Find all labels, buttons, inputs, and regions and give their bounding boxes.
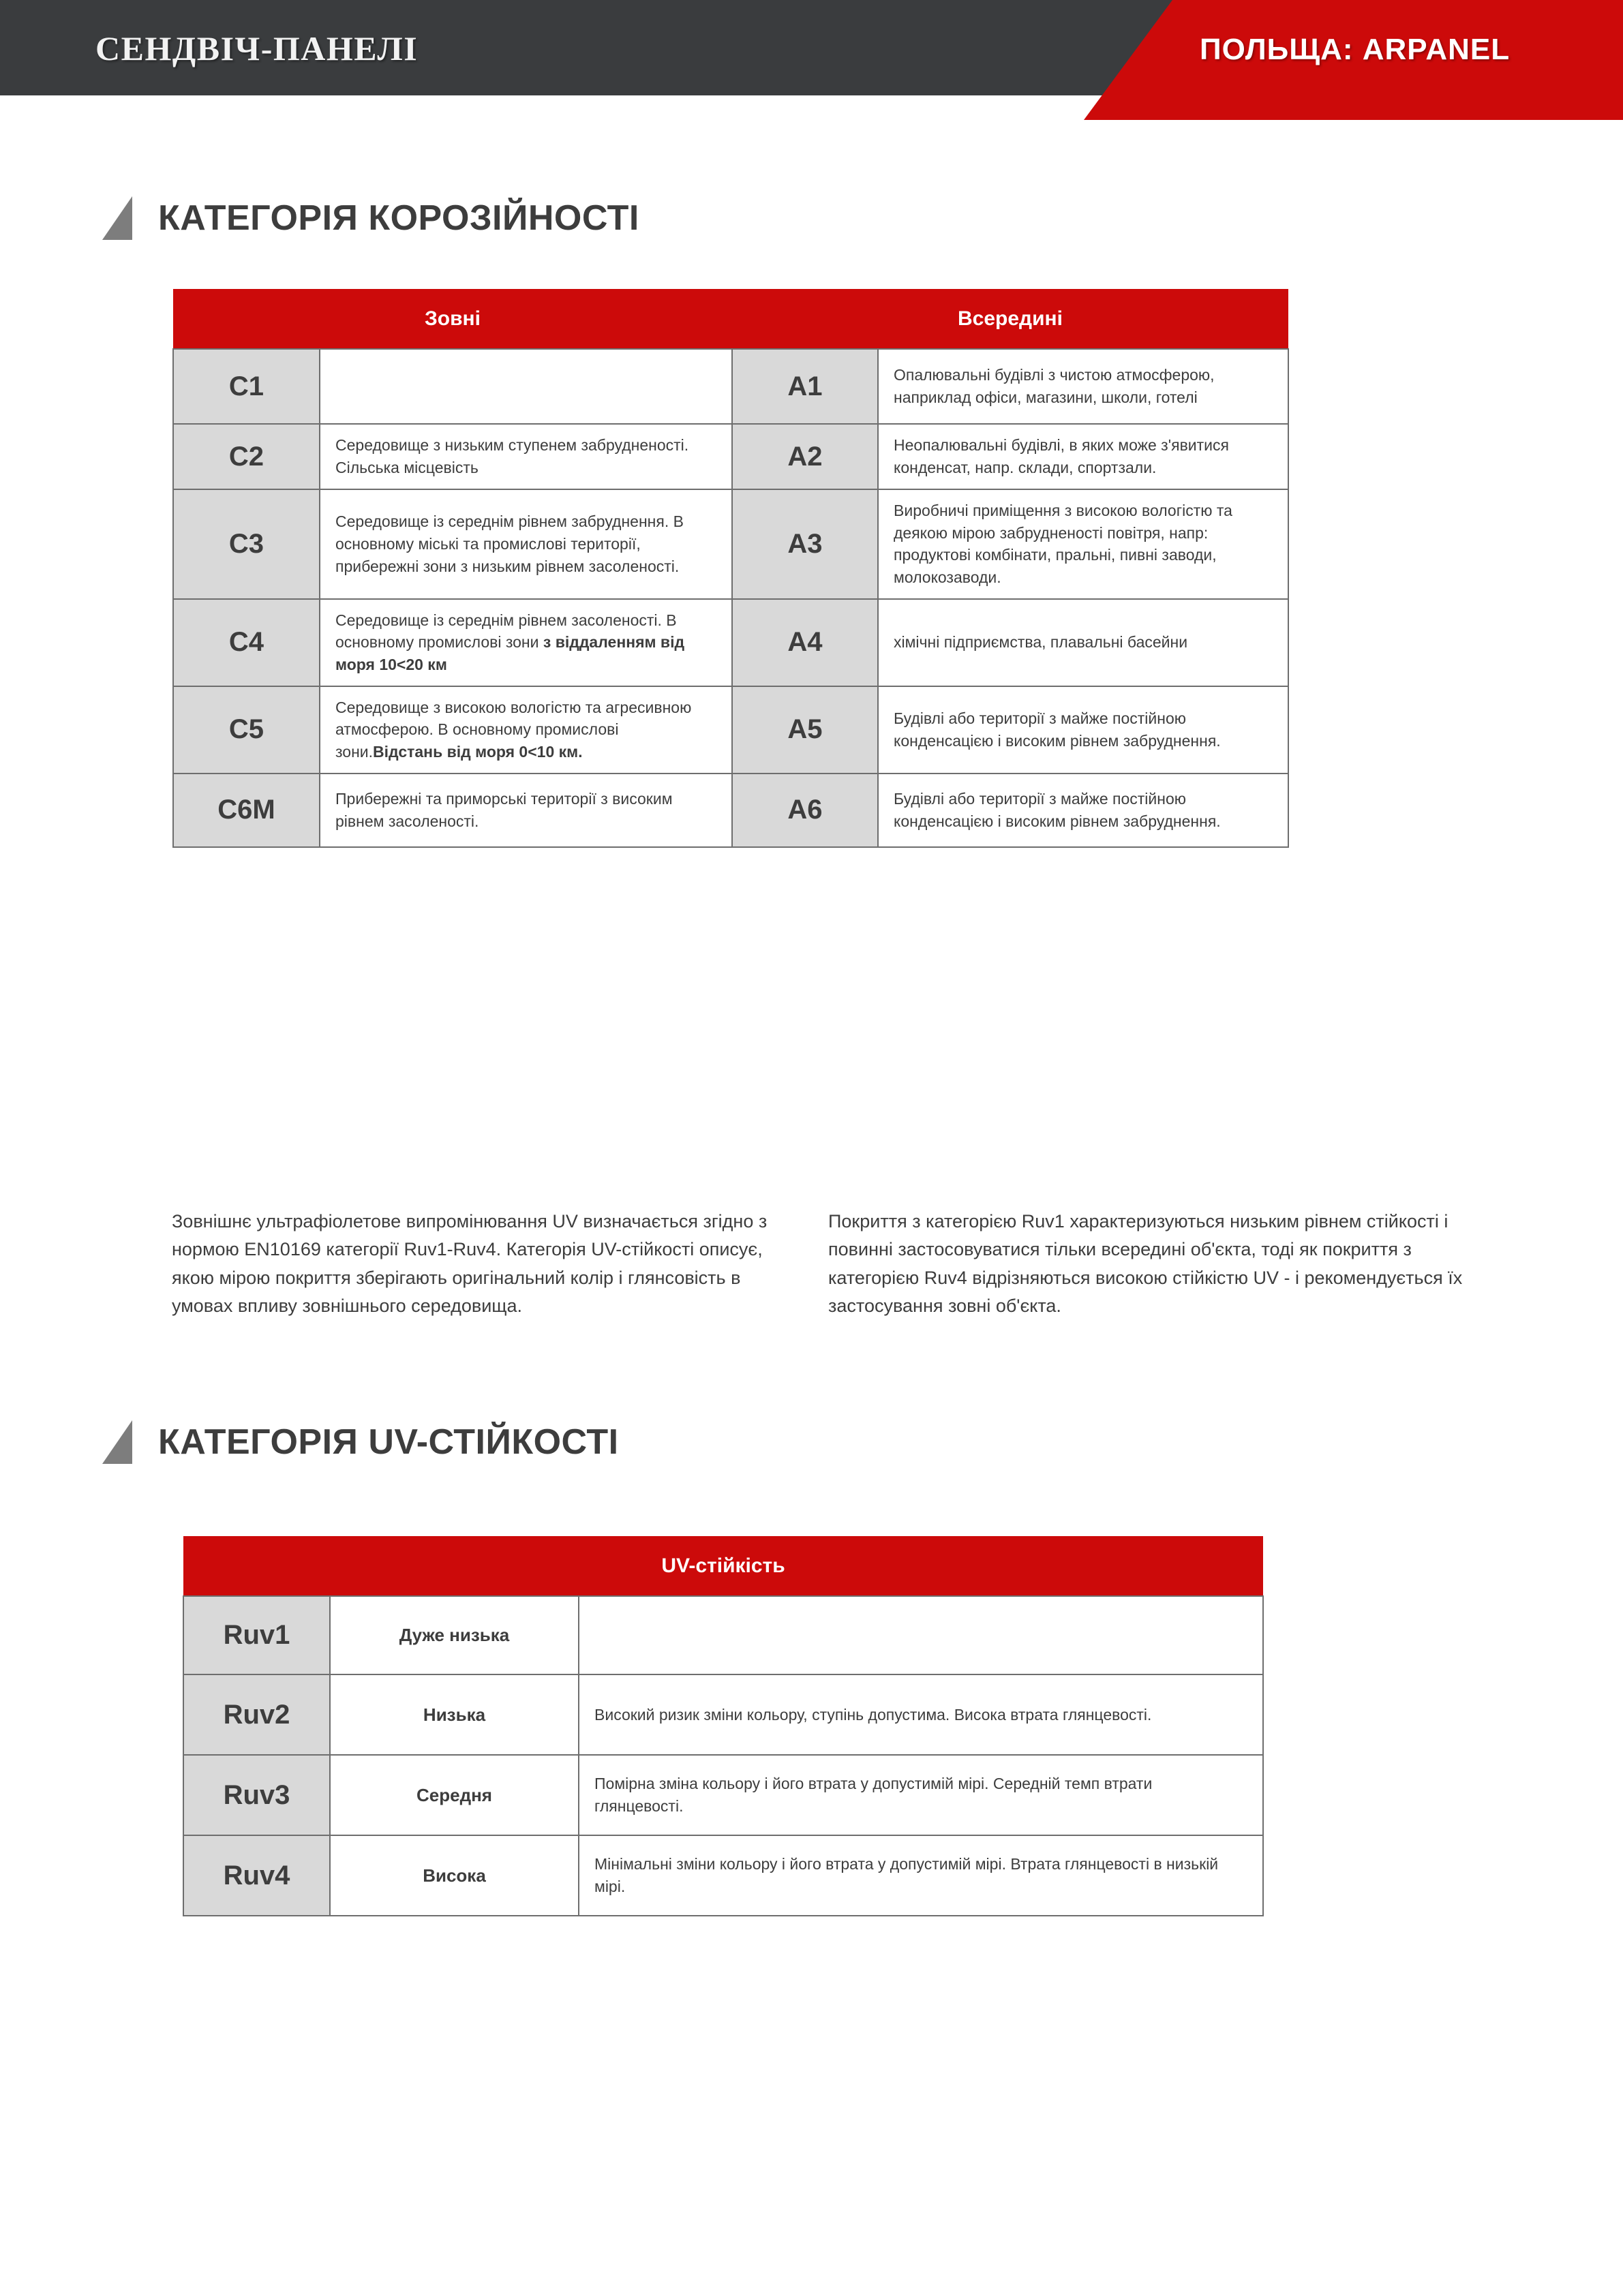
corrosion-description-outside: Середовище з високою вологістю та агресивною атмосферою. В основному промислові зони.Відстань від моря 0<10 км. [320, 686, 732, 774]
table-row [173, 774, 1288, 847]
table-row [183, 1674, 1263, 1755]
section-title-uv: КАТЕГОРІЯ UV-СТІЙКОСТІ [158, 1422, 619, 1462]
corrosion-description-inside: Будівлі або території з майже постійною конденсацією і високим рівнем забруднення. [878, 774, 1288, 847]
section-heading-corrosion [102, 196, 639, 240]
column-header-outside: Зовні [173, 289, 732, 349]
uv-level: Низька [330, 1674, 579, 1755]
section-title-corrosion: КАТЕГОРІЯ КОРОЗІЙНОСТІ [158, 198, 639, 238]
corrosion-description-outside: Прибережні та приморські території з високим рівнем засоленості. [320, 774, 732, 847]
uv-intro-paragraph-right: Покриття з категорією Ruv1 характеризуються низьким рівнем стійкості і повинні застосовуватися тільки всередині об'єкта, тоді як покриття з категорією Ruv4 відрізняються високою стійкістю UV - і рекомендується їх застосування зовні об'єкта. [828, 1211, 1463, 1316]
corrosion-code-inside: A1 [732, 349, 878, 424]
uv-intro-paragraph-left: Зовнішнє ультрафіолетове випромінювання UV визначається згідно з нормою EN10169 категорії Ruv1-Ruv4. Категорія UV-стійкості описує, якою мірою покриття зберігають оригінальний колір і глянсовість в умовах впливу зовнішнього середовища. [172, 1211, 768, 1316]
table-row [173, 489, 1288, 599]
corrosion-description-inside: Виробничі приміщення з високою вологістю та деякою мірою забрудненості повітря, напр: продуктові комбінати, пральні, пивні заводи, молокозаводи. [878, 489, 1288, 599]
page-header [0, 0, 1623, 120]
corrosion-code-inside: A3 [732, 489, 878, 599]
corrosion-code-outside: C6M [173, 774, 320, 847]
uv-description [579, 1596, 1263, 1674]
corrosion-description-outside: Середовище з низьким ступенем забрудненості. Сільська місцевість [320, 424, 732, 489]
table-row [173, 599, 1288, 686]
corrosion-code-outside: C3 [173, 489, 320, 599]
uv-description: Мінімальні зміни кольору і його втрата у допустимій мірі. Втрата глянцевості в низькій мірі. [579, 1835, 1263, 1916]
page-title: СЕНДВІЧ-ПАНЕЛІ [95, 29, 419, 67]
corrosion-code-outside: C5 [173, 686, 320, 774]
column-header-inside: Всередині [732, 289, 1288, 349]
uv-code: Ruv2 [183, 1674, 330, 1755]
corrosion-category-table [172, 289, 1289, 848]
corrosion-description-inside: Опалювальні будівлі з чистою атмосферою, наприклад офіси, магазини, школи, готелі [878, 349, 1288, 424]
corrosion-code-inside: A5 [732, 686, 878, 774]
uv-level: Середня [330, 1755, 579, 1835]
corrosion-code-inside: A6 [732, 774, 878, 847]
corrosion-code-inside: A4 [732, 599, 878, 686]
corrosion-code-inside: A2 [732, 424, 878, 489]
table-row [183, 1755, 1263, 1835]
table-row [183, 1596, 1263, 1674]
corrosion-table-header-row [173, 289, 1288, 349]
corrosion-description-inside: Неопалювальні будівлі, в яких може з'явитися конденсат, напр. склади, спортзали. [878, 424, 1288, 489]
uv-description: Помірна зміна кольору і його втрата у допустимій мірі. Середній темп втрати глянцевості. [579, 1755, 1263, 1835]
uv-resistance-table [183, 1536, 1264, 1916]
uv-level: Дуже низька [330, 1596, 579, 1674]
table-row [173, 686, 1288, 774]
table-row [173, 349, 1288, 424]
uv-level: Висока [330, 1835, 579, 1916]
brand-label: ПОЛЬЩА: ARPANEL [1200, 33, 1511, 66]
uv-code: Ruv4 [183, 1835, 330, 1916]
uv-description: Високий ризик зміни кольору, ступінь допустима. Висока втрата глянцевості. [579, 1674, 1263, 1755]
corrosion-code-outside: C4 [173, 599, 320, 686]
corrosion-description-inside: Будівлі або території з майже постійною конденсацією і високим рівнем забруднення. [878, 686, 1288, 774]
table-row [183, 1835, 1263, 1916]
triangle-marker-icon [102, 196, 132, 240]
corrosion-description-outside: Середовище із середнім рівнем забруднення. В основному міські та промислові території, прибережні зони з низьким рівнем засоленості. [320, 489, 732, 599]
uv-table-header-row [183, 1536, 1263, 1596]
table-row [173, 424, 1288, 489]
corrosion-description-inside: хімічні підприємства, плавальні басейни [878, 599, 1288, 686]
uv-code: Ruv1 [183, 1596, 330, 1674]
triangle-marker-icon [102, 1420, 132, 1464]
corrosion-code-outside: C2 [173, 424, 320, 489]
emphasis-text: Відстань від моря 0<10 км. [373, 742, 583, 761]
corrosion-code-outside: C1 [173, 349, 320, 424]
uv-code: Ruv3 [183, 1755, 330, 1835]
column-header-uv-resistance: UV-стійкість [183, 1536, 1263, 1596]
corrosion-description-outside: Середовище із середнім рівнем засоленості. В основному промислові зони з віддаленням від моря 10<20 км [320, 599, 732, 686]
emphasis-text: з віддаленням від моря 10<20 км [335, 633, 685, 673]
corrosion-description-outside [320, 349, 732, 424]
section-heading-uv [102, 1420, 619, 1464]
